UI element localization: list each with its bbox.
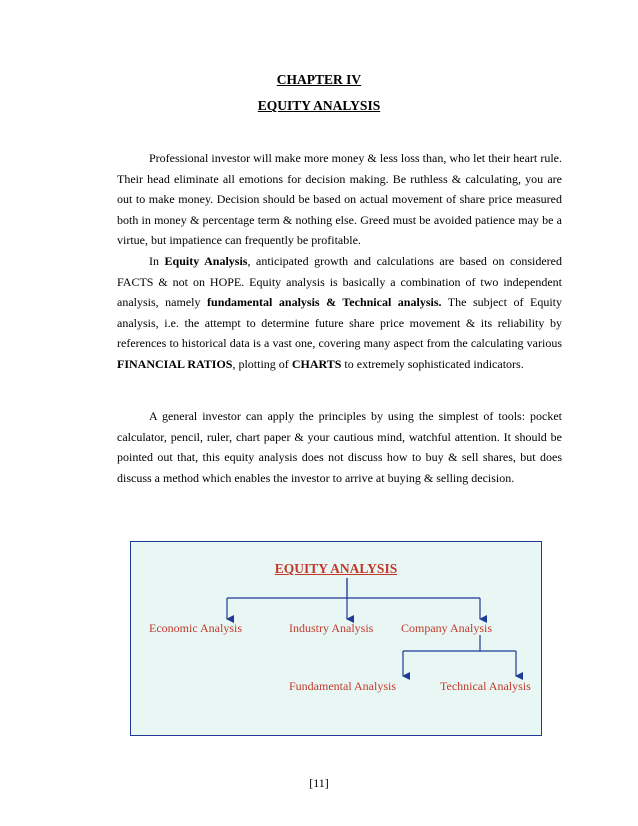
node-industry-analysis: Industry Analysis [289,621,374,635]
paragraph-3 [117,406,562,488]
page-number: [11] [309,776,329,790]
equity-analysis-diagram [130,541,542,736]
paragraph-text-run: , plotting of [232,356,292,371]
paragraph-text-run: FINANCIAL RATIOS [117,356,233,371]
paragraph-2 [117,251,562,375]
paragraph-text-run: fundamental analysis & Technical analysis. [207,295,442,310]
node-fundamental-analysis: Fundamental Analysis [289,679,396,693]
node-technical-analysis: Technical Analysis [440,679,531,693]
paragraph-text-run: Professional investor will make more money & less loss than, who let their heart rule. Their head eliminate all emotions for decision making. Be ruthless & calculating, you are out to make money. Decision should be based on actual movement of share price measured both in money & percentage term & nothing else. Greed must be avoided patience may be a virtue, but impatience can frequently be profitable. [117,151,562,248]
paragraph-text-run: to extremely sophisticated indicators. [341,356,524,371]
node-economic-analysis: Economic Analysis [149,621,242,635]
diagram-root-label: EQUITY ANALYSIS [274,561,398,576]
paragraph-1 [117,148,562,251]
node-company-analysis: Company Analysis [401,621,493,635]
chapter-title: EQUITY ANALYSIS [257,98,381,113]
paragraph-text-run: Equity Analysis [164,254,248,268]
paragraph-text-run: A general investor can apply the principles by using the simplest of tools: pocket calculator, pencil, ruler, chart paper & your cautious mind, watchful attention. It should be pointed out that, this equity analysis does not discuss how to buy & sell shares, but does discuss a method which enables the investor to arrive at buying & selling decision. [117,409,562,485]
paragraph-text-run: The subject of Equity analysis, i.e. the attempt to determine future share price movement & its reliability by references to historical data is a vast one, covering many aspect from the calculating various [117,295,562,351]
paragraph-text-run: In [149,254,165,268]
paragraph-text-run: CHARTS [291,356,342,371]
chapter-number: CHAPTER IV [276,72,362,87]
paragraph-text-run: , anticipated growth and calculations are based on considered FACTS & not on HOPE. Equity analysis is basically a combination of two independent analysis, namely [117,254,562,310]
